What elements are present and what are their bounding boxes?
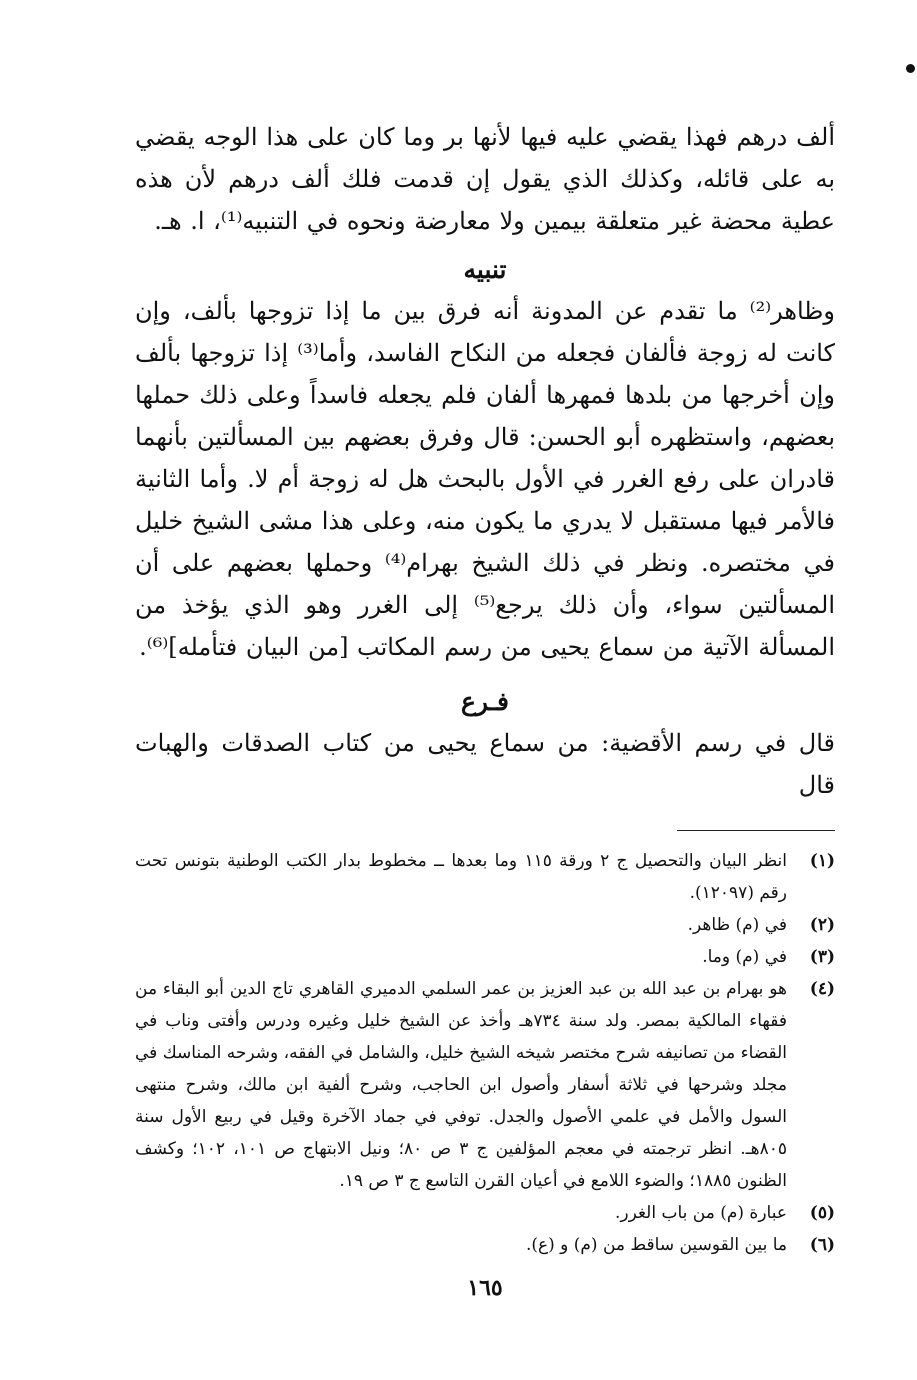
footnote-separator <box>677 830 835 831</box>
footnotes <box>135 845 835 1261</box>
footnote-item <box>135 1229 835 1261</box>
footnote-number: (٣) <box>809 947 835 967</box>
footnote-number: (١) <box>809 851 835 871</box>
book-page <box>135 110 835 1350</box>
footnote-item <box>135 941 835 973</box>
footnote-text: عبارة (م) من باب الغرر. <box>614 1203 787 1223</box>
section-heading-far: فـرع <box>461 687 509 716</box>
page-number: ١٦٥ <box>467 1275 503 1301</box>
footnote-item <box>135 973 835 1197</box>
footnote-text: هو بهرام بن عبد الله بن عبد العزيز بن عمر السلمي الدميري القاهري تاج الدين أبو البقاء من فقهاء المالكية بمصر. ولد سنة ٧٣٤هـ وأخذ عن الشيخ خليل وغيره ودرس وأفتى وناب في القضاء من تصانيفه شرح مختصر شيخه الشيخ خليل، والشامل في الفقه، وشرحه المناسك في مجلد وشرحها في ثلاثة أسفار وأصول ابن الحاجب، وشرح ألفية ابن مالك، وشرح منتهى السول والأمل في علمي الأصول والجدل. توفي في جماد الآخرة وقيل في ربيع الأول سنة ٨٠٥هـ. انظر ترجمته في معجم المؤلفين ج ٣ ص ٨٠؛ ونيل الابتهاج ص ١٠١، ١٠٢؛ وكشف الظنون ١٨٨٥؛ والضوء اللامع في أعيان القرن التاسع ج ٣ ص ١٩. <box>135 979 787 1191</box>
section-heading-tanbih: تنبيه <box>463 255 507 284</box>
footnote-text: ما بين القوسين ساقط من (م) و (ع). <box>525 1235 787 1255</box>
footnote-item <box>135 909 835 941</box>
body-paragraph-1: ألف درهم فهذا يقضي عليه فيها لأنها بر وما كان على هذا الوجه يقضي به على قائله، وكذلك الذي يقول إن قدمت فلك ألف درهم لأن هذه عطية محضة غير متعلقة بيمين ولا معارضة ونحوه في التنبيه⁽¹⁾، ا. هـ. <box>135 123 835 235</box>
footnote-number: (٢) <box>809 915 835 935</box>
footnote-number: (٦) <box>809 1235 835 1255</box>
footnote-number: (٤) <box>809 979 835 999</box>
footnote-number: (٥) <box>809 1203 835 1223</box>
footnote-item <box>135 845 835 909</box>
footnote-text: انظر البيان والتحصيل ج ٢ ورقة ١١٥ وما بعدها ــ مخطوط بدار الكتب الوطنية بتونس تحت رقم (١٢٠٩٧). <box>135 851 787 903</box>
footnote-text: في (م) ظاهر. <box>687 915 787 935</box>
footnote-item <box>135 1197 835 1229</box>
body-paragraph-2: وظاهر⁽²⁾ ما تقدم عن المدونة أنه فرق بين ما إذا تزوجها بألف، وإن كانت له زوجة فألفان فجعله من النكاح الفاسد، وأما⁽³⁾ إذا تزوجها بألف وإن أخرجها من بلدها فمهرها ألفان فلم يجعله فاسداً وعلى ذلك حملها بعضهم، واستظهره أبو الحسن: قال وفرق بعضهم بين المسألتين بأنهما قادران على رفع الغرر في الأول بالبحث هل له زوجة أم لا. وأما الثانية فالأمر فيها مستقبل لا يدري ما يكون منه، وعلى هذا مشى الشيخ خليل في مختصره. ونظر في ذلك الشيخ بهرام⁽⁴⁾ وحملها بعضهم على أن المسألتين سواء، وأن ذلك يرجع⁽⁵⁾ إلى الغرر وهو الذي يؤخذ من المسألة الآتية من سماع يحيى من رسم المكاتب [من البيان فتأمله]⁽⁶⁾. <box>135 297 836 661</box>
margin-dot <box>906 64 915 73</box>
body-paragraph-3: قال في رسم الأقضية: من سماع يحيى من كتاب الصدقات والهبات قال <box>135 729 835 799</box>
footnote-text: في (م) وما. <box>702 947 787 967</box>
